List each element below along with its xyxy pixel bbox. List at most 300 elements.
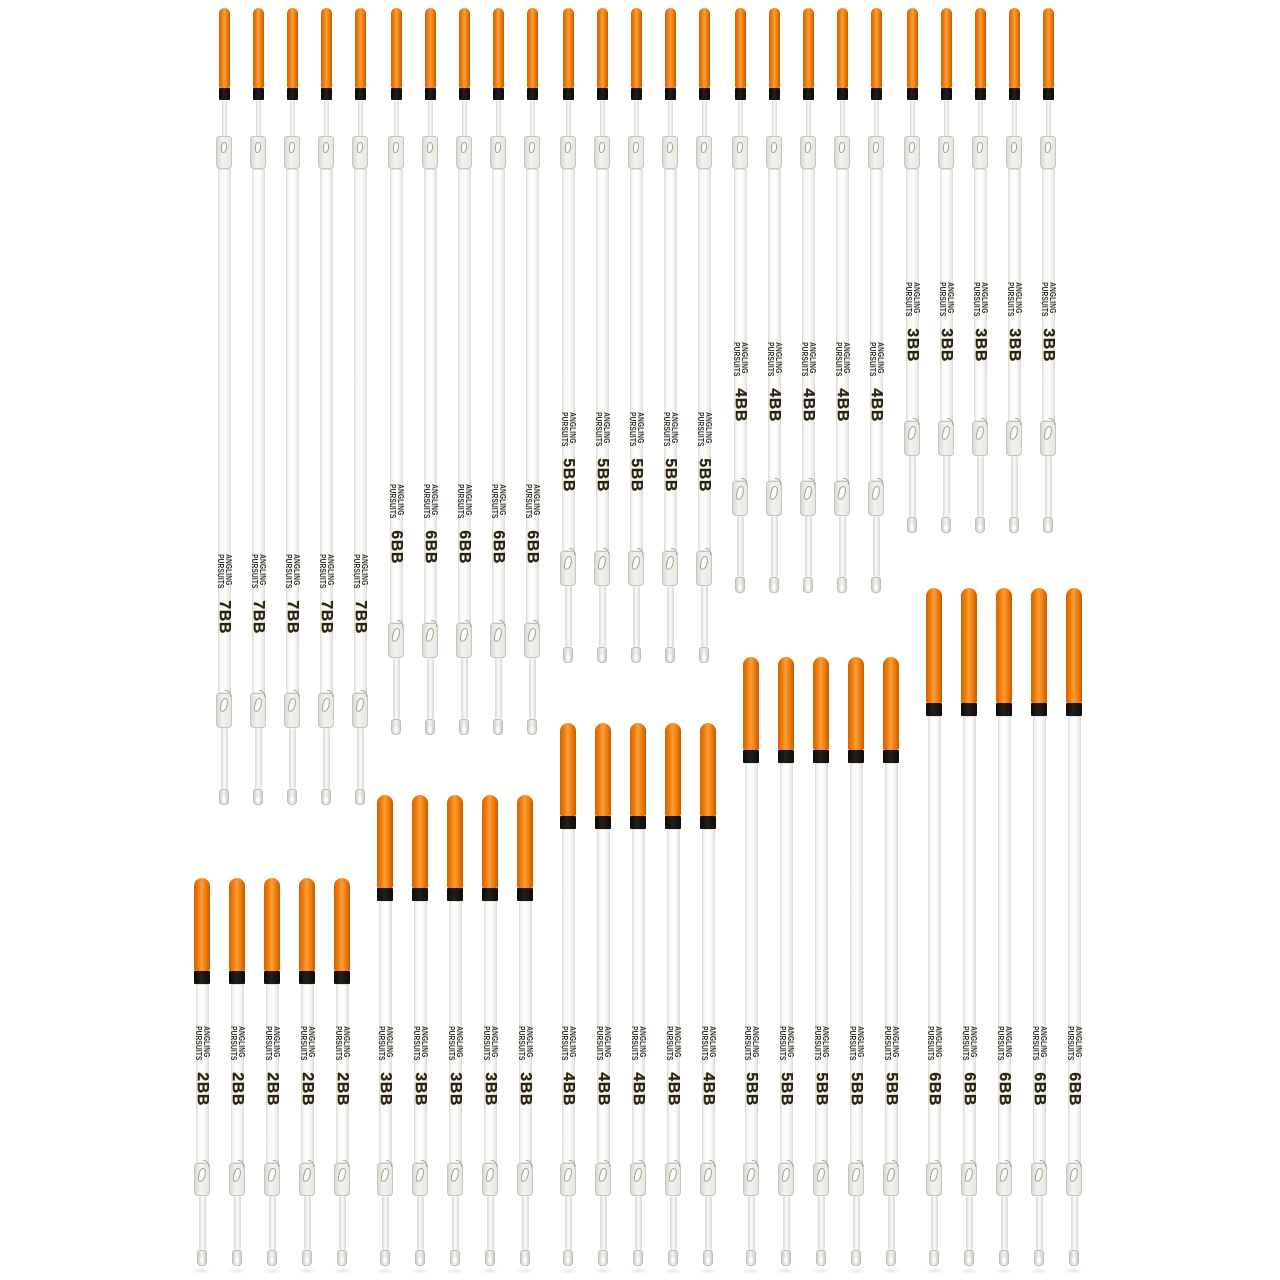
float-tip [517, 795, 533, 888]
brand-line2: PURSUITS [630, 1026, 639, 1061]
float-lower-collar [665, 1163, 681, 1196]
float-tip [299, 878, 315, 971]
float-tip [743, 657, 759, 750]
float-body [836, 169, 852, 481]
float-foot [459, 719, 469, 735]
size-text: 6BB [1031, 1072, 1048, 1106]
float-foot [520, 1250, 530, 1266]
float-base-stem [199, 1196, 206, 1250]
float-base-stem [600, 1196, 607, 1250]
float-sight-band [837, 88, 848, 100]
float-sight-band [941, 88, 952, 100]
brand-line1: ANGLING [490, 1026, 500, 1058]
brand-line1: ANGLING [1039, 1026, 1049, 1058]
float-lower-collar [732, 481, 748, 516]
float-sight-band [560, 816, 576, 829]
size-text: 2BB [299, 1072, 316, 1106]
brand-line1: ANGLING [808, 342, 818, 374]
float-base-stem [427, 658, 434, 719]
size-text: 4BB [700, 1072, 717, 1106]
float-upper-collar [560, 136, 576, 169]
float-lower-collar [813, 1163, 829, 1196]
float-foot [302, 1250, 312, 1266]
size-text: 6BB [926, 1072, 943, 1106]
float-tip [527, 8, 538, 88]
float-upper-collar [456, 136, 472, 169]
float-body [196, 984, 212, 1163]
float-base-stem [452, 1196, 459, 1250]
float-body [1008, 169, 1024, 421]
size-text: 5BB [848, 1072, 865, 1106]
float-body [252, 169, 268, 693]
float-body [928, 716, 944, 1163]
float-base-stem [304, 1196, 311, 1250]
size-text: 7BB [318, 600, 335, 634]
float-upper-collar [422, 136, 438, 169]
float-foot [999, 1250, 1009, 1266]
float-sight-band [595, 816, 611, 829]
float-sight-band [1043, 88, 1054, 100]
float-body [1068, 716, 1084, 1163]
size-text: 5BB [778, 1072, 795, 1106]
float-ground-shadow [812, 1268, 830, 1274]
size-text: 2BB [229, 1072, 246, 1106]
brand-line2: PURSUITS [732, 342, 741, 377]
float-foot [703, 1250, 713, 1266]
brand-line1: ANGLING [1004, 1026, 1014, 1058]
brand-line2: PURSUITS [299, 1026, 308, 1061]
float-ground-shadow [263, 1268, 281, 1274]
float-tip [837, 8, 848, 88]
float-lower-collar [216, 693, 232, 728]
float-body [698, 169, 714, 551]
float-base-stem [853, 1196, 860, 1250]
float-insert-stem [840, 100, 845, 138]
float-base-stem [565, 1196, 572, 1250]
brand-line2: PURSUITS [216, 554, 225, 589]
size-text: 4BB [595, 1072, 612, 1106]
float-tip [219, 8, 230, 88]
float-base-stem [255, 728, 262, 789]
float-sight-band [631, 88, 642, 100]
float-foot [485, 1250, 495, 1266]
size-text: 7BB [250, 600, 267, 634]
float-tip [595, 723, 611, 816]
float-ground-shadow [376, 1268, 394, 1274]
brand-line1: ANGLING [708, 1026, 718, 1058]
brand-line1: ANGLING [360, 554, 370, 586]
float-base-stem [599, 586, 606, 647]
float-foot [746, 1250, 756, 1266]
float-upper-collar [284, 136, 300, 169]
brand-line2: PURSUITS [447, 1026, 456, 1061]
float-body [802, 169, 818, 481]
float-foot [699, 647, 709, 663]
float-lower-collar [560, 1163, 576, 1196]
float-base-stem [417, 1196, 424, 1250]
float-tip [597, 8, 608, 88]
float-ground-shadow [629, 1268, 647, 1274]
brand-line2: PURSUITS [834, 342, 843, 377]
float-tip [560, 723, 576, 816]
float-foot [391, 719, 401, 735]
float-insert-stem [944, 100, 949, 138]
float-lower-collar [938, 421, 954, 456]
float-tip [229, 878, 245, 971]
float-sight-band [264, 971, 280, 984]
float-body [596, 169, 612, 551]
float-insert-stem [358, 100, 363, 138]
float-ground-shadow [411, 1268, 429, 1274]
float-tip [871, 8, 882, 88]
brand-line2: PURSUITS [778, 1026, 787, 1061]
float-insert-stem [806, 100, 811, 138]
brand-line1: ANGLING [498, 484, 508, 516]
float-foot [563, 1250, 573, 1266]
float-foot [735, 577, 745, 593]
float-tip [975, 8, 986, 88]
float-lower-collar [264, 1163, 280, 1196]
size-text: 5BB [594, 458, 611, 492]
float-lower-collar [422, 623, 438, 658]
brand-line1: ANGLING [821, 1026, 831, 1058]
float-base-stem [487, 1196, 494, 1250]
float-insert-stem [910, 100, 915, 138]
float-insert-stem [462, 100, 467, 138]
float-base-stem [1001, 1196, 1008, 1250]
float-tip [1043, 8, 1054, 88]
float-insert-stem [634, 100, 639, 138]
float-insert-stem [496, 100, 501, 138]
float-base-stem [323, 728, 330, 789]
brand-line2: PURSUITS [456, 484, 465, 519]
float-foot [219, 789, 229, 805]
float-body [320, 169, 336, 693]
float-sight-band [665, 88, 676, 100]
float-tip [665, 723, 681, 816]
brand-line1: ANGLING [603, 1026, 613, 1058]
brand-line2: PURSUITS [628, 412, 637, 447]
float-tip [482, 795, 498, 888]
float-body [231, 984, 247, 1163]
size-text: 7BB [216, 600, 233, 634]
float-tip [769, 8, 780, 88]
float-base-stem [495, 658, 502, 719]
float-base-stem [771, 516, 778, 577]
size-text: 4BB [560, 1072, 577, 1106]
float-tip [412, 795, 428, 888]
float-ground-shadow [699, 1268, 717, 1274]
float-sight-band [321, 88, 332, 100]
float-ground-shadow [481, 1268, 499, 1274]
brand-line1: ANGLING [856, 1026, 866, 1058]
float-lower-collar [517, 1163, 533, 1196]
brand-line2: PURSUITS [264, 1026, 273, 1061]
brand-line2: PURSUITS [229, 1026, 238, 1061]
float-insert-stem [256, 100, 261, 138]
brand-line2: PURSUITS [1040, 282, 1049, 317]
size-text: 2BB [194, 1072, 211, 1106]
float-sight-band [425, 88, 436, 100]
float-body [1042, 169, 1058, 421]
float-insert-stem [668, 100, 673, 138]
float-foot [493, 719, 503, 735]
float-sight-band [563, 88, 574, 100]
float-tip [813, 657, 829, 750]
brand-line2: PURSUITS [696, 412, 705, 447]
float-upper-collar [938, 136, 954, 169]
float-base-stem [805, 516, 812, 577]
brand-line2: PURSUITS [961, 1026, 970, 1061]
float-tip [700, 723, 716, 816]
float-base-stem [931, 1196, 938, 1250]
float-upper-collar [904, 136, 920, 169]
float-base-stem [966, 1196, 973, 1250]
float-lower-collar [352, 693, 368, 728]
float-foot [769, 577, 779, 593]
float-foot [975, 517, 985, 533]
brand-line1: ANGLING [1048, 282, 1058, 314]
brand-line2: PURSUITS [482, 1026, 491, 1061]
float-sight-band [1009, 88, 1020, 100]
float-foot [633, 1250, 643, 1266]
float-base-stem [1045, 456, 1052, 517]
brand-line1: ANGLING [636, 412, 646, 444]
float-upper-collar [972, 136, 988, 169]
float-tip [630, 723, 646, 816]
float-lower-collar [972, 421, 988, 456]
float-sight-band [630, 816, 646, 829]
float-base-stem [221, 728, 228, 789]
float-base-stem [737, 516, 744, 577]
brand-line1: ANGLING [292, 554, 302, 586]
float-foot [631, 647, 641, 663]
float-tip [848, 657, 864, 750]
brand-line2: PURSUITS [318, 554, 327, 589]
brand-line2: PURSUITS [1066, 1026, 1075, 1061]
float-upper-collar [628, 136, 644, 169]
float-sight-band [1031, 703, 1047, 716]
float-base-stem [701, 586, 708, 647]
float-ground-shadow [1030, 1268, 1048, 1274]
float-body [885, 763, 901, 1163]
float-base-stem [667, 586, 674, 647]
brand-line1: ANGLING [912, 282, 922, 314]
float-upper-collar [800, 136, 816, 169]
float-ground-shadow [925, 1268, 943, 1274]
float-body [424, 169, 440, 623]
float-sight-band [253, 88, 264, 100]
float-ground-shadow [882, 1268, 900, 1274]
float-lower-collar [560, 551, 576, 586]
float-foot [1043, 517, 1053, 533]
size-text: 5BB [628, 458, 645, 492]
float-sight-band [219, 88, 230, 100]
float-base-stem [357, 728, 364, 789]
size-text: 4BB [800, 388, 817, 422]
float-tip [631, 8, 642, 88]
float-tip [377, 795, 393, 888]
float-base-stem [839, 516, 846, 577]
float-base-stem [234, 1196, 241, 1250]
brand-line2: PURSUITS [938, 282, 947, 317]
brand-line1: ANGLING [532, 484, 542, 516]
float-lower-collar [250, 693, 266, 728]
float-ground-shadow [333, 1268, 351, 1274]
brand-line2: PURSUITS [517, 1026, 526, 1061]
float-ground-shadow [664, 1268, 682, 1274]
brand-line1: ANGLING [891, 1026, 901, 1058]
brand-line2: PURSUITS [560, 412, 569, 447]
float-lower-collar [194, 1163, 210, 1196]
brand-line1: ANGLING [342, 1026, 352, 1058]
brand-line2: PURSUITS [904, 282, 913, 317]
float-sight-band [412, 888, 428, 901]
float-body [526, 169, 542, 623]
float-foot [781, 1250, 791, 1266]
float-base-stem [522, 1196, 529, 1250]
size-text: 5BB [662, 458, 679, 492]
float-tip [194, 878, 210, 971]
float-body [745, 763, 761, 1163]
brand-line1: ANGLING [385, 1026, 395, 1058]
brand-line1: ANGLING [568, 412, 578, 444]
brand-line1: ANGLING [396, 484, 406, 516]
float-ground-shadow [594, 1268, 612, 1274]
float-foot [964, 1250, 974, 1266]
float-lower-collar [456, 623, 472, 658]
size-text: 6BB [1066, 1072, 1083, 1106]
brand-line1: ANGLING [430, 484, 440, 516]
float-tip [778, 657, 794, 750]
float-upper-collar [594, 136, 610, 169]
float-base-stem [818, 1196, 825, 1250]
brand-line2: PURSUITS [700, 1026, 709, 1061]
float-tip [321, 8, 332, 88]
float-body [632, 829, 648, 1163]
float-sight-band [996, 703, 1012, 716]
float-foot [816, 1250, 826, 1266]
brand-line2: PURSUITS [665, 1026, 674, 1061]
float-body [630, 169, 646, 551]
float-lower-collar [926, 1163, 942, 1196]
float-base-stem [633, 586, 640, 647]
float-tip [334, 878, 350, 971]
float-sight-band [229, 971, 245, 984]
float-lower-collar [961, 1163, 977, 1196]
float-insert-stem [394, 100, 399, 138]
float-insert-stem [702, 100, 707, 138]
float-body [940, 169, 956, 421]
float-upper-collar [662, 136, 678, 169]
float-foot [527, 719, 537, 735]
float-upper-collar [490, 136, 506, 169]
float-body [484, 901, 500, 1163]
size-text: 6BB [996, 1072, 1013, 1106]
float-lower-collar [594, 551, 610, 586]
float-tip [264, 878, 280, 971]
size-text: 2BB [264, 1072, 281, 1106]
float-upper-collar [1040, 136, 1056, 169]
float-foot [665, 647, 675, 663]
float-tip [287, 8, 298, 88]
float-insert-stem [978, 100, 983, 138]
float-body [379, 901, 395, 1163]
float-sight-band [527, 88, 538, 100]
size-text: 3BB [938, 328, 955, 362]
brand-line2: PURSUITS [250, 554, 259, 589]
float-insert-stem [772, 100, 777, 138]
float-tip [996, 588, 1012, 703]
float-tip [699, 8, 710, 88]
brand-line2: PURSUITS [594, 412, 603, 447]
float-base-stem [783, 1196, 790, 1250]
brand-line1: ANGLING [568, 1026, 578, 1058]
brand-line1: ANGLING [670, 412, 680, 444]
float-upper-collar [318, 136, 334, 169]
float-base-stem [382, 1196, 389, 1250]
float-foot [597, 647, 607, 663]
brand-line1: ANGLING [969, 1026, 979, 1058]
float-foot [450, 1250, 460, 1266]
brand-line1: ANGLING [464, 484, 474, 516]
float-foot [803, 577, 813, 593]
float-foot [355, 789, 365, 805]
float-sight-band [377, 888, 393, 901]
float-body [734, 169, 750, 481]
float-lower-collar [778, 1163, 794, 1196]
float-body [768, 169, 784, 481]
brand-line1: ANGLING [224, 554, 234, 586]
float-tip [563, 8, 574, 88]
brand-line2: PURSUITS [560, 1026, 569, 1061]
size-text: 6BB [388, 530, 405, 564]
float-upper-collar [766, 136, 782, 169]
float-base-stem [748, 1196, 755, 1250]
float-lower-collar [700, 1163, 716, 1196]
float-base-stem [529, 658, 536, 719]
float-ground-shadow [559, 1268, 577, 1274]
float-lower-collar [388, 623, 404, 658]
brand-line1: ANGLING [307, 1026, 317, 1058]
size-text: 5BB [696, 458, 713, 492]
float-sight-band [769, 88, 780, 100]
float-sight-band [735, 88, 746, 100]
float-ground-shadow [742, 1268, 760, 1274]
float-sight-band [334, 971, 350, 984]
float-ground-shadow [1065, 1268, 1083, 1274]
float-insert-stem [1012, 100, 1017, 138]
float-body [286, 169, 302, 693]
float-lower-collar [662, 551, 678, 586]
brand-line1: ANGLING [638, 1026, 648, 1058]
float-tip [926, 588, 942, 703]
float-sight-band [778, 750, 794, 763]
float-sight-band [355, 88, 366, 100]
float-foot [321, 789, 331, 805]
float-tip [907, 8, 918, 88]
float-body [414, 901, 430, 1163]
float-insert-stem [324, 100, 329, 138]
float-foot [907, 517, 917, 533]
brand-line2: PURSUITS [662, 412, 671, 447]
float-lower-collar [595, 1163, 611, 1196]
float-upper-collar [1006, 136, 1022, 169]
float-base-stem [461, 658, 468, 719]
float-lower-collar [630, 1163, 646, 1196]
float-upper-collar [250, 136, 266, 169]
size-text: 5BB [743, 1072, 760, 1106]
